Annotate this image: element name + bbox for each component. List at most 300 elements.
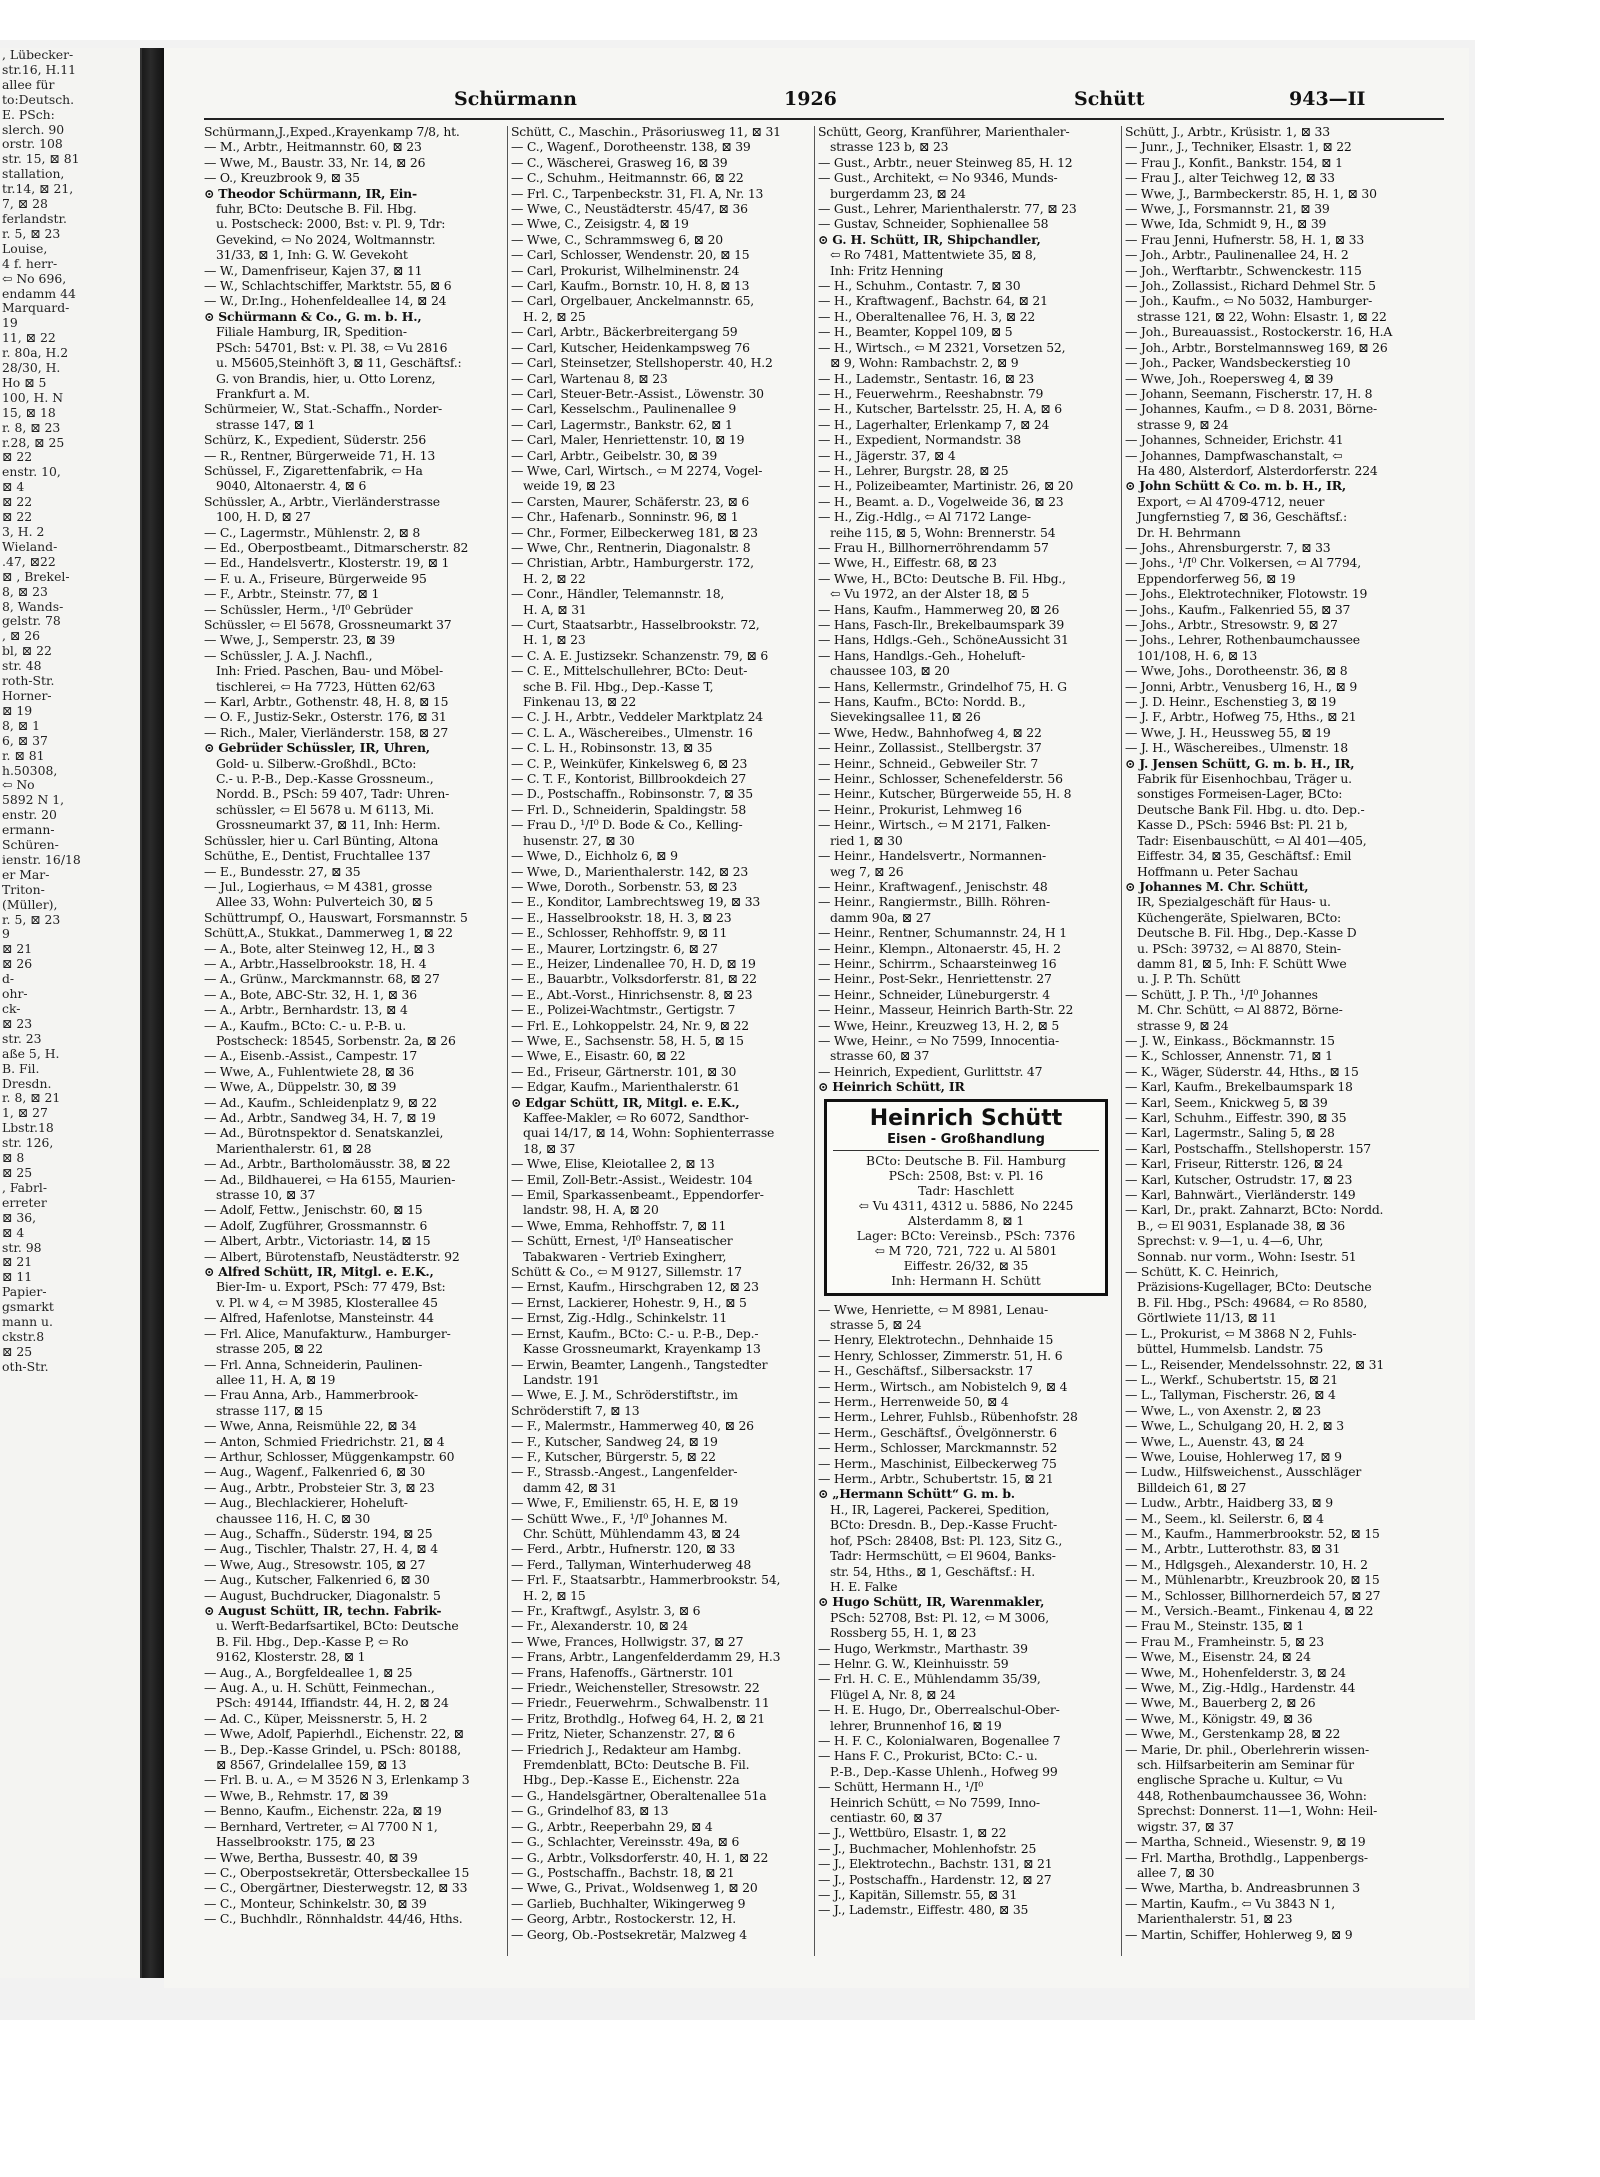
directory-entry-line: — Wwe, J., Forsmannstr. 21, ⊠ 39 (1125, 201, 1330, 217)
previous-page-line: Schüren- (2, 838, 59, 853)
directory-entry-line: — Wwe, Louise, Hohlerweg 17, ⊠ 9 (1125, 1448, 1342, 1464)
directory-entry-line: — Fritz, Nieter, Schanzenstr. 27, ⊠ 6 (511, 1726, 735, 1742)
directory-entry-line: Fremdenblatt, BCto: Deutsche B. Fil. (523, 1757, 750, 1773)
directory-entry-line: — Karl, Lagermstr., Saling 5, ⊠ 28 (1125, 1125, 1335, 1141)
directory-entry-line: — H., Kutscher, Bartelsstr. 25, H. A, ⊠ 6 (818, 401, 1062, 417)
directory-entry-line: — Herm., Herrenweide 50, ⊠ 4 (818, 1394, 1009, 1410)
directory-entry-line: — Johannes, Kaufm., ⇦ D 8. 2031, Börne- (1125, 401, 1377, 417)
directory-entry-line: — Johs., Arbtr., Stresowstr. 9, ⊠ 27 (1125, 617, 1338, 632)
advertisement-line: Inh: Hermann H. Schütt (891, 1273, 1041, 1288)
directory-entry-line: — Ad., Arbtr., Bartholomäusstr. 38, ⊠ 22 (204, 1156, 451, 1172)
directory-entry-line: Schüssel, F., Zigarettenfabrik, ⇦ Ha (204, 462, 423, 478)
directory-entry-line: — Wwe, L., Auenstr. 43, ⊠ 24 (1125, 1433, 1305, 1449)
previous-page-line: ⊠ 26 (2, 957, 33, 972)
directory-entry-line: — Martha, Schneid., Wiesenstr. 9, ⊠ 19 (1125, 1834, 1366, 1850)
directory-entry-line: u. J. P. Th. Schütt (1137, 971, 1241, 987)
directory-entry-line: — K., Schlosser, Annenstr. 71, ⊠ 1 (1125, 1048, 1333, 1064)
previous-page-line: ermann- (2, 823, 55, 838)
firm-entry-heading: ⊙ J. Jensen Schütt, G. m. b. H., IR, (1125, 755, 1355, 771)
directory-entry-line: Sonnab. nur vorm., Wohn: Isestr. 51 (1137, 1248, 1357, 1264)
directory-entry-line: ⊠ 9, Wohn: Rambachstr. 2, ⊠ 9 (830, 355, 1019, 371)
directory-entry-line: — Wwe, M., Bauerberg 2, ⊠ 26 (1125, 1695, 1316, 1711)
directory-entry-line: Nordd. B., PSch: 59 407, Tadr: Uhren- (216, 786, 450, 802)
directory-entry-line: — Wwe, E., Eisastr. 60, ⊠ 22 (511, 1048, 686, 1064)
directory-entry-line: — Wwe, Martha, b. Andreasbrunnen 3 (1125, 1880, 1360, 1896)
previous-page-line: r. 5, ⊠ 23 (2, 912, 61, 927)
header-year: 1926 (784, 88, 837, 110)
previous-page-line: 6, ⊠ 37 (2, 733, 48, 748)
previous-page-line: 28/30, H. (2, 361, 61, 376)
directory-entry-line: — G., Postschaffn., Bachstr. 18, ⊠ 21 (511, 1864, 735, 1880)
directory-entry-line: — Wwe, M., Hohenfelderstr. 3, ⊠ 24 (1125, 1664, 1346, 1680)
directory-entry-line: — M., Seem., kl. Seilerstr. 6, ⊠ 4 (1125, 1510, 1324, 1526)
directory-entry-line: — G., Schlachter, Vereinsstr. 49a, ⊠ 6 (511, 1834, 740, 1850)
directory-entry-line: — Heinr., Schneid., Gebweiler Str. 7 (818, 755, 1039, 771)
directory-entry-line: — Ad. C., Küper, Meissnerstr. 5, H. 2 (204, 1710, 428, 1726)
directory-entry-line: ⇦ Ro 7481, Mattentwiete 35, ⊠ 8, (830, 247, 1037, 263)
directory-entry-line: — Jul., Logierhaus, ⇦ M 4381, grosse (204, 878, 432, 894)
directory-entry-line: — H., Jägerstr. 37, ⊠ 4 (818, 447, 956, 463)
directory-entry-line: — Heinr., Zollassist., Stellbergstr. 37 (818, 740, 1042, 756)
previous-page-line: Wieland- (2, 539, 58, 554)
directory-entry-line: 9162, Klosterstr. 28, ⊠ 1 (216, 1649, 366, 1665)
directory-entry-line: — Wwe, Emma, Rehhoffstr. 7, ⊠ 11 (511, 1217, 727, 1233)
directory-entry-line: — C. J. H., Arbtr., Veddeler Marktplatz 24 (511, 709, 763, 725)
directory-entry-line: — H., Oberaltenallee 76, H. 3, ⊠ 22 (818, 308, 1036, 324)
directory-entry-line: — L., Prokurist, ⇦ M 3868 N 2, Fuhls- (1125, 1325, 1357, 1341)
directory-entry-line: — C., Obergärtner, Diesterwegstr. 12, ⊠ 33 (204, 1880, 468, 1896)
directory-entry-line: Grossneumarkt 37, ⊠ 11, Inh: Herm. (216, 817, 441, 833)
directory-entry-line: — Carl, Kutscher, Heidenkampsweg 76 (511, 339, 750, 355)
directory-entry-line: — H. E. Hugo, Dr., Oberrealschul-Ober- (818, 1702, 1060, 1718)
directory-entry-line: v. Pl. w 4, ⇦ M 3985, Klosterallee 45 (216, 1294, 438, 1310)
directory-entry-line: — Wwe, Henriette, ⇦ M 8981, Lenau- (818, 1301, 1049, 1317)
directory-entry-line: Küchengeräte, Spielwaren, BCto: (1137, 909, 1341, 925)
directory-entry-line: quai 14/17, ⊠ 14, Wohn: Sophienterrasse (523, 1125, 775, 1141)
advertisement-line: Tadr: Haschlett (918, 1183, 1014, 1198)
directory-entry-line: — Wwe, G., Privat., Woldsenweg 1, ⊠ 20 (511, 1880, 758, 1896)
directory-entry-line: — M., Kaufm., Hammerbrookstr. 52, ⊠ 15 (1125, 1525, 1380, 1541)
directory-entry-line: PSch: 49144, Iffiandstr. 44, H. 2, ⊠ 24 (216, 1695, 449, 1711)
directory-entry-line: — Heinrich, Expedient, Gurlittstr. 47 (818, 1063, 1043, 1079)
directory-entry-line: — Benno, Kaufm., Eichenstr. 22a, ⊠ 19 (204, 1803, 442, 1819)
directory-entry-line: chaussee 116, H. C, ⊠ 30 (216, 1510, 371, 1526)
directory-entry-line: str. 54, Hths., ⊠ 1, Geschäftsf.: H. (830, 1563, 1036, 1579)
directory-entry-line: IR, Spezialgeschäft für Haus- u. (1137, 894, 1331, 910)
directory-entry-line: B., ⇦ El 9031, Esplanade 38, ⊠ 36 (1137, 1217, 1345, 1233)
directory-entry-line: — H., Kraftwagenf., Bachstr. 64, ⊠ 21 (818, 293, 1048, 309)
previous-page-line: B. Fil. (2, 1061, 40, 1076)
directory-entry-line: — Albert, Arbtr., Victoriastr. 14, ⊠ 15 (204, 1233, 431, 1249)
directory-entry-line: H. 2, ⊠ 25 (523, 308, 586, 324)
directory-entry-line: — Ernst, Kaufm., BCto: C.- u. P.-B., Dep.- (511, 1325, 759, 1341)
directory-entry-line: — Frau D., ¹/I⁰ D. Bode & Co., Kelling- (511, 817, 743, 833)
directory-entry-line: — Johs., Kaufm., Falkenried 55, ⊠ 37 (1125, 601, 1351, 617)
directory-entry-line: Schürmeier, W., Stat.-Schaffn., Norder- (204, 401, 443, 417)
directory-entry-line: — Henry, Elektrotechn., Dehnhaide 15 (818, 1332, 1054, 1348)
directory-entry-line: — A., Bote, alter Steinweg 12, H., ⊠ 3 (204, 940, 435, 956)
directory-entry-line: ⇦ Vu 1972, an der Alster 18, ⊠ 5 (830, 586, 1030, 602)
directory-entry-line: — Wwe, H., Eiffestr. 68, ⊠ 23 (818, 555, 997, 571)
previous-page-line: ⊠ , Brekel- (2, 569, 70, 584)
previous-page-line: ohr- (2, 987, 28, 1002)
previous-page-line: ⊠ 11 (2, 1270, 33, 1285)
directory-entry-line: — Fr., Kraftwgf., Asylstr. 3, ⊠ 6 (511, 1603, 701, 1618)
directory-entry-line: — L., Reisender, Mendelssohnstr. 22, ⊠ 31 (1125, 1356, 1385, 1372)
previous-page-line: ⊠ 4 (2, 1225, 25, 1240)
directory-entry-line: — Wwe, M., Baustr. 33, Nr. 14, ⊠ 26 (204, 154, 426, 170)
firm-entry-heading: ⊙ „Hermann Schütt“ G. m. b. (818, 1486, 1015, 1502)
directory-entry-line: Schüttrumpf, O., Hauswart, Forsmannstr. 5 (204, 909, 468, 925)
directory-entry-line: — Heinr., Prokurist, Lehmweg 16 (818, 801, 1022, 817)
directory-entry-line: Tabakwaren - Vertrieb Exingherr, (523, 1248, 727, 1264)
previous-page-line: r. ⊠ 81 (2, 748, 45, 763)
directory-entry-line: Heinrich Schütt, ⇦ No 7599, Inno- (830, 1794, 1040, 1810)
directory-entry-line: — E., Bundesstr. 27, ⊠ 35 (204, 863, 361, 879)
directory-entry-line: H. 1, ⊠ 23 (523, 632, 586, 648)
directory-entry-line: — Heinr., Schneider, Lüneburgerstr. 4 (818, 986, 1050, 1002)
directory-entry-line: — H. F. C., Kolonialwaren, Bogenallee 7 (818, 1732, 1061, 1748)
directory-entry-line: — Herm., Lehrer, Fuhlsb., Rübenhofstr. 28 (818, 1409, 1078, 1425)
previous-page-line: Triton- (2, 882, 45, 897)
directory-entry-line: — Heinr., Schlosser, Schenefelderstr. 56 (818, 771, 1063, 787)
directory-entry-line: Fabrik für Eisenhochbau, Träger u. (1137, 771, 1352, 787)
directory-entry-line: — Wwe, Anna, Reismühle 22, ⊠ 34 (204, 1418, 417, 1434)
directory-entry-line: damm 81, ⊠ 5, Inh: F. Schütt Wwe (1137, 955, 1347, 971)
firm-entry-heading: ⊙ G. H. Schütt, IR, Shipchandler, (818, 231, 1041, 247)
header-first-entry: Schürmann (454, 88, 577, 110)
header-last-entry: Schütt (1074, 88, 1145, 110)
directory-entry-line: — Hugo, Werkmstr., Marthastr. 39 (818, 1640, 1028, 1656)
advertisement-line: Lager: BCto: Vereinsb., PSch: 7376 (856, 1228, 1076, 1243)
directory-entry-line: — Chr., Hafenarb., Sonninstr. 96, ⊠ 1 (511, 509, 739, 525)
directory-entry-line: — Heinr., Rangiermstr., Billh. Röhren- (818, 894, 1050, 910)
directory-entry-line: — Wwe, A., Fuhlentwiete 28, ⊠ 36 (204, 1063, 414, 1079)
previous-page-line: E. PSch: (2, 107, 55, 122)
directory-entry-line: — Friedrich J., Redakteur am Hambg. (511, 1741, 742, 1757)
directory-entry-line: 448, Rothenbaumchaussee 36, Wohn: (1137, 1787, 1367, 1803)
directory-entry-line: — F., Malermstr., Hammerweg 40, ⊠ 26 (511, 1418, 754, 1434)
previous-page-line: aße 5, H. (2, 1046, 60, 1061)
directory-entry-line: — Hans, Hdlgs.-Geh., SchöneAussicht 31 (818, 632, 1069, 648)
firm-entry-heading: ⊙ Theodor Schürmann, IR, Ein- (204, 185, 417, 201)
directory-entry-line: — J., Kapitän, Sillemstr. 55, ⊠ 31 (818, 1887, 1018, 1903)
directory-entry-line: — Christian, Arbtr., Hamburgerstr. 172, (511, 555, 754, 571)
directory-entry-line: — Schüssler, Herm., ¹/I⁰ Gebrüder (204, 601, 413, 617)
directory-entry-line: — Friedr., Weichensteller, Stresowstr. 22 (511, 1680, 760, 1696)
directory-entry-line: P.-B., Dep.-Kasse Uhlenh., Hofweg 99 (830, 1763, 1058, 1779)
directory-entry-line: — Frau Anna, Arb., Hammerbrook- (204, 1387, 418, 1403)
directory-entry-line: — Hans, Kaufm., Hammerweg 20, ⊠ 26 (818, 601, 1060, 617)
directory-entry-line: — Ernst, Lackierer, Hohestr. 9, H., ⊠ 5 (511, 1294, 747, 1310)
directory-entry-line: — Anton, Schmied Friedrichstr. 21, ⊠ 4 (204, 1433, 445, 1449)
directory-entry-line: — Ad., Kaufm., Schleidenplatz 9, ⊠ 22 (204, 1094, 437, 1110)
directory-entry-line: — H., Schuhm., Contastr. 7, ⊠ 30 (818, 278, 1021, 294)
previous-page-line: ⊠ 21 (2, 942, 33, 957)
directory-entry-line: — Wwe, Bertha, Bussestr. 40, ⊠ 39 (204, 1849, 418, 1865)
directory-entry-line: — Heinr., Masseur, Heinrich Barth-Str. 22 (818, 1002, 1074, 1018)
directory-entry-line: — Heinr., Handelsvertr., Normannen- (818, 848, 1046, 864)
previous-page-line: enstr. 20 (2, 808, 57, 823)
directory-entry-line: PSch: 54701, Bst: v. Pl. 38, ⇦ Vu 2816 (216, 339, 448, 355)
previous-page-line: , ⊠ 26 (2, 629, 40, 644)
directory-entry-line: — Frl. E., Lohkoppelstr. 24, Nr. 9, ⊠ 22 (511, 1017, 749, 1033)
directory-entry-line: — E., Heizer, Lindenallee 70, H. D, ⊠ 19 (511, 955, 756, 971)
directory-entry-line: chaussee 103, ⊠ 20 (830, 663, 950, 679)
column-rule (507, 126, 508, 1956)
directory-entry-line: — Frl. Martha, Brothdlg., Lappenbergs- (1125, 1849, 1368, 1865)
directory-entry-line: — F., Kutscher, Bürgerstr. 5, ⊠ 22 (511, 1448, 716, 1464)
directory-entry-line: — L., Tallyman, Fischerstr. 26, ⊠ 4 (1125, 1387, 1336, 1403)
directory-entry-line: — Heinr., Klempn., Altonaerstr. 45, H. 2 (818, 940, 1061, 956)
directory-entry-line: Bier-Im- u. Export, PSch: 77 479, Bst: (216, 1279, 446, 1295)
directory-entry-line: Schütt & Co., ⇦ M 9127, Sillemstr. 17 (511, 1264, 742, 1280)
directory-entry-line: Hbg., Dep.-Kasse E., Eichenstr. 22a (523, 1772, 740, 1788)
previous-page-line: str. 126, (2, 1136, 54, 1151)
directory-entry-line: — C., Oberpostsekretär, Ottersbeckallee 15 (204, 1864, 470, 1880)
directory-entry-line: — Karl, Dr., prakt. Zahnarzt, BCto: Nordd. (1125, 1202, 1384, 1218)
directory-entry-line: — Carl, Schlosser, Wendenstr. 20, ⊠ 15 (511, 247, 750, 263)
previous-page-line: r. 80a, H.2 (2, 346, 69, 361)
directory-entry-line: Schröderstift 7, ⊠ 13 (511, 1402, 640, 1418)
directory-entry-line: — Heinr., Post-Sekr., Henriettenstr. 27 (818, 971, 1052, 987)
directory-entry-line: — Johs., Elektrotechniker, Flotowstr. 19 (1125, 586, 1368, 602)
directory-entry-line: — Karl, Kutscher, Ostrudstr. 17, ⊠ 23 (1125, 1171, 1353, 1187)
directory-entry-line: — Wwe, Frances, Hollwigstr. 37, ⊠ 27 (511, 1633, 744, 1649)
directory-entry-line: — A., Eisenb.-Assist., Campestr. 17 (204, 1048, 418, 1064)
previous-page-line: 9 (2, 927, 10, 942)
directory-entry-line: 18, ⊠ 37 (523, 1140, 576, 1156)
directory-entry-line: sonstiges Formeisen-Lager, BCto: (1137, 786, 1343, 802)
previous-page-line: 11, ⊠ 22 (2, 331, 56, 346)
directory-entry-line: — M., Hdlgsgeh., Alexanderstr. 10, H. 2 (1125, 1556, 1368, 1572)
directory-entry-line: — Hans, Fasch-Ilr., Brekelbaumspark 39 (818, 617, 1065, 632)
directory-entry-line: Finkenau 13, ⊠ 22 (523, 694, 636, 710)
previous-page-line: roth-Str. (2, 674, 55, 689)
directory-entry-line: — Ad., Bürotnspektor d. Senatskanzlei, (204, 1125, 444, 1141)
previous-page-line: d- (2, 972, 15, 987)
previous-page-line: r. 8, ⊠ 23 (2, 420, 61, 435)
previous-page-line: mann u. (2, 1315, 53, 1330)
previous-page-line: 19 (2, 316, 18, 331)
directory-entry-line: — Friedr., Feuerwehrm., Schwalbenstr. 11 (511, 1695, 770, 1711)
directory-entry-line: — Bernhard, Vertreter, ⇦ Al 7700 N 1, (204, 1818, 438, 1834)
previous-page-line: ⊠ 23 (2, 1016, 33, 1031)
previous-page-line: 7, ⊠ 28 (2, 197, 48, 212)
previous-page-line: 8, ⊠ 23 (2, 584, 48, 599)
previous-page-line: r.28, ⊠ 25 (2, 435, 65, 450)
previous-page-line: ⊠ 25 (2, 1344, 33, 1359)
directory-entry-line: — L., Werkf., Schubertstr. 15, ⊠ 21 (1125, 1371, 1338, 1387)
previous-page-line: ⊠ 8 (2, 1151, 25, 1166)
header-rule (204, 118, 1444, 120)
directory-entry-line: — Schütt Wwe., F., ¹/I⁰ Johannes M. (511, 1510, 728, 1526)
previous-page-line: ferlandstr. (2, 211, 67, 226)
directory-entry-line: — Karl, Arbtr., Gothenstr. 48, H. 8, ⊠ 15 (204, 694, 449, 710)
directory-entry-line: Sprechst: Donnerst. 11—1, Wohn: Heil- (1137, 1803, 1378, 1819)
directory-entry-line: — Johs., ¹/I⁰ Chr. Volkersen, ⇦ Al 7794, (1125, 555, 1361, 571)
previous-page-line: Ho ⊠ 5 (2, 375, 47, 390)
directory-entry-line: — C., Wagenf., Dorotheenstr. 138, ⊠ 39 (511, 139, 751, 155)
directory-entry-line: Eiffestr. 34, ⊠ 35, Geschäftsf.: Emil (1137, 848, 1352, 864)
directory-entry-line: BCto: Dresdn. B., Dep.-Kasse Frucht- (830, 1517, 1057, 1533)
directory-entry-line: — Carl, Arbtr., Geibelstr. 30, ⊠ 39 (511, 447, 718, 463)
directory-entry-line: Export, ⇦ Al 4709-4712, neuer (1137, 493, 1325, 509)
directory-entry-line: — Ed., Oberpostbeamt., Ditmarscherstr. 82 (204, 539, 469, 555)
previous-page-line: 8, Wands- (2, 599, 64, 614)
directory-entry-line: — H., Zig.-Hdlg., ⇦ Al 7172 Lange- (818, 509, 1031, 525)
directory-entry-line: — Aug., Schaffn., Süderstr. 194, ⊠ 25 (204, 1525, 433, 1541)
directory-entry-line: — W., Damenfriseur, Kajen 37, ⊠ 11 (204, 262, 423, 278)
directory-entry-line: büttel, Hummelsb. Landstr. 75 (1137, 1341, 1324, 1357)
directory-entry-line: — Fr., Alexanderstr. 10, ⊠ 24 (511, 1618, 688, 1634)
directory-entry-line: — A., Kaufm., BCto: C.- u. P.-B. u. (204, 1017, 407, 1033)
directory-entry-line: H. E. Falke (830, 1578, 898, 1594)
directory-entry-line: — Wwe, Elise, Kleiotallee 2, ⊠ 13 (511, 1156, 715, 1172)
directory-entry-line: — Emil, Zoll-Betr.-Assist., Weidestr. 104 (511, 1171, 753, 1187)
directory-entry-line: — A., Arbtr., Bernhardstr. 13, ⊠ 4 (204, 1002, 408, 1018)
directory-entry-line: — Emil, Sparkassenbeamt., Eppendorfer- (511, 1187, 764, 1203)
directory-entry-line: — Herm., Wirtsch., am Nobistelch 9, ⊠ 4 (818, 1378, 1068, 1394)
previous-page-line: erreter (2, 1195, 47, 1210)
directory-entry-line: — J. W., Einkass., Böckmannstr. 15 (1125, 1032, 1335, 1048)
directory-entry-line: — C. E., Mittelschullehrer, BCto: Deut- (511, 663, 748, 679)
directory-entry-line: — Hans, Kaufm., BCto: Nordd. B., (818, 694, 1026, 710)
directory-entry-line: Marienthalerstr. 51, ⊠ 23 (1137, 1911, 1293, 1927)
directory-entry-line: 101/108, H. 6, ⊠ 13 (1137, 647, 1258, 663)
directory-entry-line: — E., Hasselbrookstr. 18, H. 3, ⊠ 23 (511, 909, 732, 925)
directory-entry-line: — Carl, Wartenau 8, ⊠ 23 (511, 370, 668, 386)
directory-entry-line: — Martin, Kaufm., ⇦ Vu 3843 N 1, (1125, 1895, 1335, 1911)
directory-entry-line: ⊠ 8567, Grindelallee 159, ⊠ 13 (216, 1757, 407, 1773)
directory-entry-line: — Aug. A., u. H. Schütt, Feinmechan., (204, 1680, 435, 1696)
directory-entry-line: landstr. 98, H. A, ⊠ 20 (523, 1202, 659, 1218)
directory-entry-line: — H., Beamt. a. D., Vogelweide 36, ⊠ 23 (818, 493, 1064, 509)
directory-entry-line: — Hans F. C., Prokurist, BCto: C.- u. (818, 1748, 1038, 1764)
previous-page-line: r. 8, ⊠ 21 (2, 1091, 61, 1106)
directory-entry-line: — Wwe, F., Emilienstr. 65, H. E, ⊠ 19 (511, 1495, 739, 1511)
directory-entry-line: — Adolf, Zugführer, Grossmannstr. 6 (204, 1217, 428, 1233)
advertisement-line: Alsterdamm 8, ⊠ 1 (907, 1213, 1025, 1228)
directory-entry-line: — C. P., Weinküfer, Kinkelsweg 6, ⊠ 23 (511, 755, 748, 771)
directory-entry-line: — Wwe, Carl, Wirtsch., ⇦ M 2274, Vogel- (511, 462, 763, 478)
directory-entry-line: Hasselbrookstr. 175, ⊠ 23 (216, 1834, 375, 1850)
previous-page-line: er Mar- (2, 867, 50, 882)
directory-entry-line: — Gust., Architekt, ⇦ No 9346, Munds- (818, 170, 1058, 186)
directory-entry-line: — Carl, Steinsetzer, Stellshoperstr. 40, H.2 (511, 355, 773, 371)
directory-entry-line: — Carl, Maler, Henriettenstr. 10, ⊠ 19 (511, 432, 745, 448)
directory-entry-line: — Wwe, D., Marienthalerstr. 142, ⊠ 23 (511, 863, 749, 879)
directory-entry-line: Eppendorferweg 56, ⊠ 19 (1137, 570, 1296, 586)
directory-entry-line: Kasse Grossneumarkt, Krayenkamp 13 (523, 1341, 761, 1357)
directory-entry-line: — Ad., Bildhauerei, ⇦ Ha 6155, Maurien- (204, 1171, 456, 1187)
directory-entry-line: — Johs., Ahrensburgerstr. 7, ⊠ 33 (1125, 539, 1331, 555)
directory-entry-line: — Fritz, Brothdlg., Hofweg 64, H. 2, ⊠ 21 (511, 1710, 765, 1726)
directory-entry-line: — C. T. F., Kontorist, Billbrookdeich 27 (511, 771, 747, 787)
previous-page-line: 1, ⊠ 27 (2, 1106, 48, 1121)
previous-page-line: ⊠ 22 (2, 450, 33, 465)
previous-page-line: 5892 N 1, (2, 793, 65, 808)
directory-entry-line: — C. L. A., Wäschereibes., Ulmenstr. 16 (511, 724, 753, 740)
directory-entry-line: sche B. Fil. Hbg., Dep.-Kasse T, (523, 678, 714, 694)
directory-entry-line: — E., Konditor, Lambrechtsweg 19, ⊠ 33 (511, 894, 761, 910)
directory-entry-line: — Conr., Händler, Telemannstr. 18, (511, 586, 725, 602)
directory-entry-line: — W., Schlachtschiffer, Marktstr. 55, ⊠ 6 (204, 278, 452, 294)
previous-page-line: Dresdn. (2, 1076, 52, 1091)
previous-page-line: allee für (2, 77, 55, 92)
right-margin (1475, 40, 1600, 2030)
directory-entry-line: — Frl. F., Staatsarbtr., Hammerbrookstr. 54, (511, 1572, 781, 1588)
directory-entry-line: H. 2, ⊠ 15 (523, 1587, 586, 1603)
directory-entry-line: — Wwe, Heinr., Kreuzweg 13, H. 2, ⊠ 5 (818, 1017, 1060, 1033)
directory-entry-line: — A., Arbtr.,Hasselbrookstr. 18, H. 4 (204, 955, 427, 971)
directory-entry-line: Hoffmann u. Peter Sachau (1137, 863, 1298, 879)
directory-column-1 (204, 124, 504, 1964)
advertisement-subtitle: Eisen - Großhandlung (833, 1132, 1099, 1151)
directory-entry-line: — K., Wäger, Süderstr. 44, Hths., ⊠ 15 (1125, 1063, 1359, 1079)
directory-entry-line: — Jonni, Arbtr., Venusberg 16, H., ⊠ 9 (1125, 678, 1358, 694)
directory-entry-line: Schürmann,J.,Exped.,Krayenkamp 7/8, ht. (204, 124, 460, 139)
directory-entry-line: — Joh., Bureauassist., Rostockerstr. 16, H.A (1125, 324, 1393, 340)
directory-entry-line: — Wwe, L., von Axenstr. 2, ⊠ 23 (1125, 1402, 1321, 1418)
previous-page-line: 100, H. N (2, 390, 64, 405)
directory-entry-line: — J., Lademstr., Eiffestr. 480, ⊠ 35 (818, 1902, 1029, 1918)
directory-entry-line: — M., Schlosser, Billhornerdeich 57, ⊠ 27 (1125, 1587, 1381, 1603)
directory-entry-line: strasse 123 b, ⊠ 23 (830, 139, 949, 155)
directory-entry-line: — Frau J., alter Teichweg 12, ⊠ 33 (1125, 170, 1335, 186)
directory-entry-line: — Herm., Geschäftsf., Övelgönnerstr. 6 (818, 1424, 1057, 1440)
directory-entry-line: — G., Grindelhof 83, ⊠ 13 (511, 1803, 669, 1819)
directory-entry-line: — Carsten, Maurer, Schäferstr. 23, ⊠ 6 (511, 493, 750, 509)
directory-entry-line: — J., Buchmacher, Mohlenhofstr. 25 (818, 1840, 1037, 1856)
previous-page-line: str.16, H.11 (2, 62, 76, 77)
directory-entry-line: — H., Lehrer, Burgstr. 28, ⊠ 25 (818, 462, 1009, 478)
directory-entry-line: Postscheck: 18545, Sorbenstr. 2a, ⊠ 26 (216, 1032, 456, 1048)
directory-entry-line: — Ludw., Arbtr., Haidberg 33, ⊠ 9 (1125, 1495, 1333, 1511)
directory-entry-line: — Johann, Seemann, Fischerstr. 17, H. 8 (1125, 385, 1373, 401)
directory-entry-line: — Aug., Tischler, Thalstr. 27, H. 4, ⊠ 4 (204, 1541, 438, 1557)
directory-entry-line: — Wwe, J., Barmbeckerstr. 85, H. 1, ⊠ 30 (1125, 185, 1377, 201)
column-rule (814, 126, 815, 1956)
directory-entry-line: — J., Postschaffn., Hardenstr. 12, ⊠ 27 (818, 1871, 1052, 1887)
directory-entry-line: — Ernst, Kaufm., Hirschgraben 12, ⊠ 23 (511, 1279, 759, 1295)
directory-entry-line: Schütt,A., Stukkat., Dammerweg 1, ⊠ 22 (204, 925, 453, 941)
directory-entry-line: — C. L. H., Robinsonstr. 13, ⊠ 35 (511, 740, 713, 756)
directory-entry-line: — M., Arbtr., Heitmannstr. 60, ⊠ 23 (204, 139, 422, 155)
directory-entry-line: — Wwe, D., Eichholz 6, ⊠ 9 (511, 848, 678, 864)
directory-entry-line: Frankfurt a. M. (216, 385, 310, 401)
directory-entry-line: — Carl, Arbtr., Bäckerbreitergang 59 (511, 324, 738, 340)
directory-entry-line: H., IR, Lagerei, Packerei, Spedition, (830, 1501, 1050, 1517)
directory-entry-line: — Curt, Staatsarbtr., Hasselbrookstr. 72, (511, 617, 760, 632)
directory-entry-line: strasse 205, ⊠ 22 (216, 1341, 323, 1357)
directory-entry-line: — H., Wirtsch., ⇦ M 2321, Vorsetzen 52, (818, 339, 1066, 355)
directory-entry-line: Deutsche B. Fil. Hbg., Dep.-Kasse D (1137, 925, 1357, 941)
previous-page-line: slerch. 90 (2, 122, 65, 137)
directory-entry-line: u. Postscheck: 2000, Bst: v. Pl. 9, Tdr: (216, 216, 446, 232)
directory-entry-line: u. PSch: 39732, ⇦ Al 8870, Stein- (1137, 940, 1341, 956)
directory-entry-line: allee 11, H. A, ⊠ 19 (216, 1371, 336, 1387)
directory-entry-line: strasse 9, ⊠ 24 (1137, 416, 1229, 432)
column-rule (1121, 126, 1122, 1956)
directory-entry-line: 9040, Altonaerstr. 4, ⊠ 6 (216, 478, 367, 494)
directory-entry-line: — Junr., J., Techniker, Elsastr. 1, ⊠ 22 (1125, 139, 1352, 155)
previous-page-line: ⊠ 22 (2, 510, 33, 525)
directory-entry-line: — Aug., A., Borgfeldeallee 1, ⊠ 25 (204, 1664, 413, 1680)
directory-entry-line: — J., Wettbüro, Elsastr. 1, ⊠ 22 (818, 1825, 1007, 1841)
directory-entry-line: — Frau H., Billhornerröhrendamm 57 (818, 539, 1049, 555)
directory-entry-line: — Aug., Wagenf., Falkenried 6, ⊠ 30 (204, 1464, 426, 1480)
